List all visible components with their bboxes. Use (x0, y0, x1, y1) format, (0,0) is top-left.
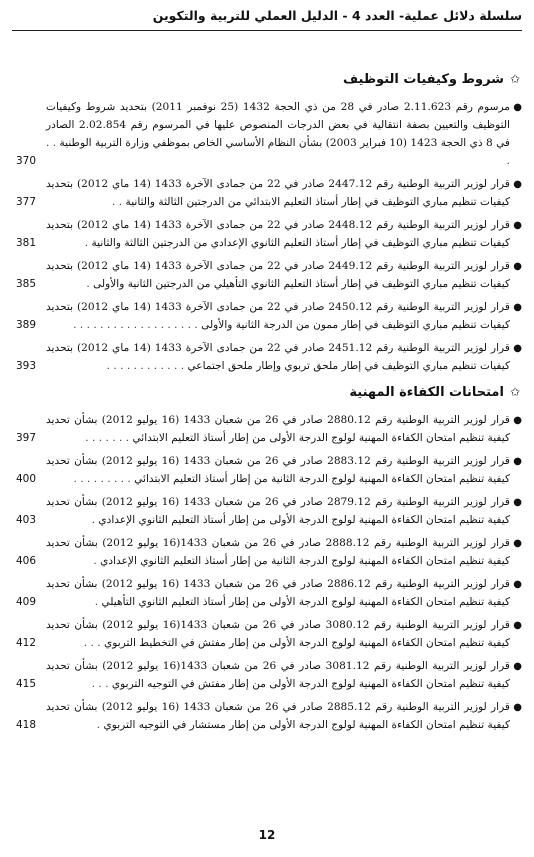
bullet-icon: ● (513, 538, 522, 549)
bullet-icon: ● (513, 102, 522, 113)
entry-text: ● مرسوم رقم 2.11.623 صادر في 28 من ذي الحجة 1432 (25 نوفمبر 2011) بتحديد شروط وكيفيات التوظيف والتعيين بصفة انتقالية في بعض الدرجات المنصوص عليها في المرسوم رقم 2.02.854 الصادر في 8 ذي الحجة 1423 (10 فبراير 2003) بشأن النظام الأساسي الخاص بموظفي وزارة التربية الوطنية . . . (45, 101, 522, 167)
bullet-icon: ● (513, 497, 522, 508)
toc-entry[interactable] (14, 657, 522, 693)
entry-text: ● قرار لوزير التربية الوطنية رقم 2886.12 صادر في 26 من شعبان 1433 (16 يوليو 2012) بشأن تحديد كيفية تنظيم امتحان الكفاءة المهنية لولوج الدرجة الأولى من إطار أستاذ التعليم الثانوي التأهيلي . (46, 578, 522, 608)
leader-dots: . . . (83, 637, 101, 649)
entry-page-number: 370 (16, 155, 37, 167)
toc-entry[interactable] (14, 575, 522, 611)
header-rule (12, 30, 522, 31)
toc-entry[interactable] (14, 452, 522, 488)
star-icon: ✩ (509, 385, 520, 399)
bullet-icon: ● (513, 579, 522, 590)
bullet-icon: ● (513, 343, 522, 354)
entry-page-number: 400 (16, 473, 37, 485)
toc-entry[interactable] (14, 698, 522, 734)
bullet-icon: ● (513, 661, 522, 672)
entry-text: ● قرار لوزير التربية الوطنية رقم 2880.12 صادر في 26 من شعبان 1433 (16 يوليو 2012) بشأن تحديد كيفية تنظيم امتحان الكفاءة المهنية لولوج الدرجة الأولى من إطار أستاذ التعليم الابتدائي . . . . . . . (46, 414, 522, 444)
leader-dots: . (84, 237, 89, 249)
bullet-icon: ● (513, 261, 522, 272)
leader-dots: . (86, 278, 90, 290)
entry-text: ● قرار لوزير التربية الوطنية رقم 2885.12 صادر في 26 من شعبان 1433 (16 يوليو 2012) بشأن تحديد كيفية تنظيم امتحان الكفاءة المهنية لولوج الدرجة الأولى من إطار مستشار في التوجيه التربوي . (46, 701, 522, 731)
bullet-icon: ● (513, 179, 522, 190)
entry-page-number: 397 (16, 432, 37, 444)
entry-text: ● قرار لوزير التربية الوطنية رقم 2450.12 صادر في 22 من جمادى الآخرة 1433 (14 ماي 2012) بتحديد كيفيات تنظيم مباري التوظيف في إطار ممون من الدرجة الثانية والأولى . . . . . . . . . . . . . . . . . . . (46, 301, 522, 331)
entry-page-number: 393 (16, 360, 37, 372)
entry-text: ● قرار لوزير التربية الوطنية رقم 3081.12 صادر في 26 من شعبان 1433(16 يوليو 2012) بشأن تحديد كيفية تنظيم امتحان الكفاءة المهنية لولوج الدرجة الأولى من إطار مفتش في التوجيه التربوي . . . (46, 660, 522, 690)
entry-page-number: 415 (16, 678, 37, 690)
entry-page-number: 412 (16, 637, 37, 649)
toc-entry[interactable] (14, 534, 522, 570)
toc-entry[interactable] (14, 411, 522, 447)
bullet-icon: ● (513, 220, 522, 231)
page-number: 12 (258, 828, 276, 842)
section-title: ✩امتحانات الكفاءة المهنية (14, 381, 522, 403)
entry-page-number: 389 (16, 319, 37, 331)
entry-text: ● قرار لوزير التربية الوطنية رقم 2448.12 صادر في 22 من جمادى الآخرة 1433 (14 ماي 2012) بتحديد كيفيات تنظيم مباري التوظيف في إطار أستاذ التعليم الثانوي الإعدادي من الدرجتين الثالثة والثانية . (46, 219, 522, 249)
star-icon: ✩ (509, 72, 520, 86)
toc-entry[interactable] (14, 257, 522, 293)
entry-text: ● قرار لوزير التربية الوطنية رقم 2888.12 صادر في 26 من شعبان 1433(16 يوليو 2012) بشأن تحديد كيفية تنظيم امتحان الكفاءة المهنية لولوج الدرجة الثانية من إطار أستاذ التعليم الثانوي الإعدادي . (46, 537, 522, 567)
entry-page-number: 377 (16, 196, 37, 208)
leader-dots: . (93, 555, 97, 567)
leader-dots: . . . (91, 678, 109, 690)
entry-text: ● قرار لوزير التربية الوطنية رقم 3080.12 صادر في 26 من شعبان 1433(16 يوليو 2012) بشأن تحديد كيفية تنظيم امتحان الكفاءة المهنية لولوج الدرجة الأولى من إطار مفتش في التخطيط التربوي . . . (46, 619, 522, 649)
leader-dots: . . . . . . . . . . . . (106, 360, 185, 372)
leader-dots: . . (112, 196, 123, 208)
entry-page-number: 409 (16, 596, 37, 608)
entry-text: ● قرار لوزير التربية الوطنية رقم 2447.12 صادر في 22 من جمادى الآخرة 1433 (14 ماي 2012) بتحديد كيفيات تنظيم مباري التوظيف في إطار أستاذ التعليم الابتدائي من الدرجتين الثالثة والثانية . . (46, 178, 522, 208)
leader-dots: . . . . . . . (85, 432, 130, 444)
bullet-icon: ● (513, 302, 522, 313)
leader-dots: . (96, 719, 101, 731)
leader-dots: . . . . . . . . . (73, 473, 131, 485)
toc-entry[interactable] (14, 616, 522, 652)
bullet-icon: ● (513, 415, 522, 426)
entry-page-number: 418 (16, 719, 37, 731)
toc-entry[interactable] (14, 493, 522, 529)
entry-page-number: 381 (16, 237, 37, 249)
toc-entry[interactable] (14, 298, 522, 334)
leader-dots: . (94, 596, 99, 608)
bullet-icon: ● (513, 620, 522, 631)
entry-page-number: 403 (16, 514, 37, 526)
toc-entry[interactable] (14, 339, 522, 375)
entry-text: ● قرار لوزير التربية الوطنية رقم 2883.12 صادر في 26 من شعبان 1433 (16 يوليو 2012) بشأن تحديد كيفية تنظيم امتحان الكفاءة المهنية لولوج الدرجة الثانية من إطار أستاذ التعليم الابتدائي . . . . . . . . . (46, 455, 522, 485)
entry-text: ● قرار لوزير التربية الوطنية رقم 2449.12 صادر في 22 من جمادى الآخرة 1433 (14 ماي 2012) بتحديد كيفيات تنظيم مباري التوظيف في إطار أستاذ التعليم الثانوي التأهيلي من الدرجتين الثانية والأولى . (46, 260, 522, 290)
leader-dots: . . . . . . . . . . . . . . . . . . . (73, 319, 198, 331)
entry-page-number: 385 (16, 278, 37, 290)
toc-section-recruitment (14, 68, 522, 375)
bullet-icon: ● (513, 456, 522, 467)
toc-entry[interactable] (14, 98, 522, 170)
running-header: سلسلة دلائل عملية- العدد 4 - الدليل العملي للتربية والتكوين (152, 8, 522, 23)
toc-entry[interactable] (14, 216, 522, 252)
leader-dots: . (91, 514, 95, 526)
entry-text: ● قرار لوزير التربية الوطنية رقم 2451.12 صادر في 22 من جمادى الآخرة 1433 (14 ماي 2012) بتحديد كيفيات تنظيم مباري التوظيف في إطار ملحق تربوي وإطار ملحق اجتماعي . . . . . . . . . . . . (46, 342, 522, 372)
toc-entry[interactable] (14, 175, 522, 211)
section-title: ✩شروط وكيفيات التوظيف (14, 68, 522, 90)
toc-section-professional-exams (14, 381, 522, 734)
leader-dots: . . . (45, 137, 510, 167)
entry-page-number: 406 (16, 555, 37, 567)
toc-content (14, 62, 522, 739)
entry-text: ● قرار لوزير التربية الوطنية رقم 2879.12 صادر في 26 من شعبان 1433 (16 يوليو 2012) بشأن تحديد كيفية تنظيم امتحان الكفاءة المهنية لولوج الدرجة الأولى من إطار أستاذ التعليم الثانوي الإعدادي . (46, 496, 522, 526)
bullet-icon: ● (513, 702, 522, 713)
